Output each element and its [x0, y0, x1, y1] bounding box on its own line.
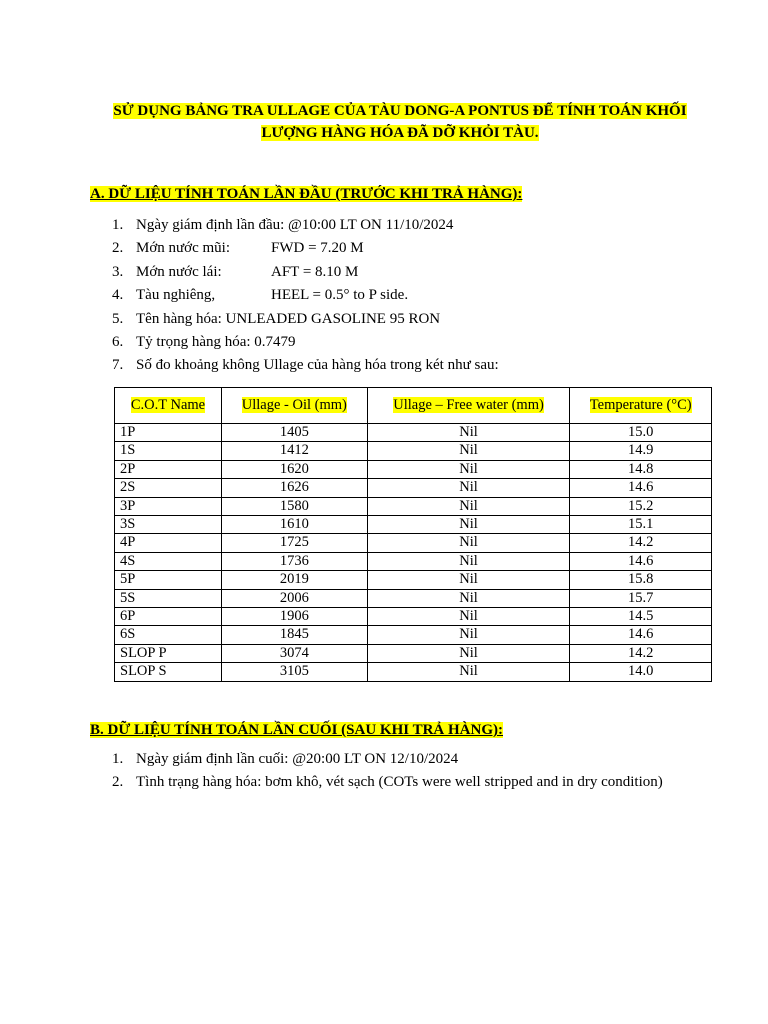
- temperature-cell: 15.8: [570, 571, 712, 589]
- list-value: AFT = 8.10 M: [271, 263, 359, 280]
- list-value: FWD = 7.20 M: [271, 240, 364, 257]
- free-water-cell: Nil: [367, 516, 570, 534]
- list-number: 2.: [112, 774, 124, 791]
- list-item: [90, 331, 499, 354]
- list-number: 5.: [112, 310, 124, 327]
- free-water-cell: Nil: [367, 626, 570, 644]
- list-text: Tên hàng hóa: UNLEADED GASOLINE 95 RON: [136, 310, 441, 327]
- temperature-cell: 15.0: [570, 424, 712, 442]
- ullage-oil-cell: 1736: [221, 552, 367, 570]
- list-number: 1.: [112, 751, 124, 767]
- list-value: HEEL = 0.5° to P side.: [271, 287, 409, 304]
- table-row: [115, 663, 712, 681]
- table-row: [115, 626, 712, 644]
- table-header-row: [115, 388, 712, 424]
- free-water-cell: Nil: [367, 663, 570, 681]
- ullage-oil-cell: 3105: [221, 663, 367, 681]
- free-water-cell: Nil: [367, 644, 570, 662]
- free-water-cell: Nil: [367, 552, 570, 570]
- temperature-cell: 15.1: [570, 516, 712, 534]
- header-ullage-oil: Ullage - Oil (mm): [221, 388, 367, 424]
- list-number: 1.: [112, 217, 124, 233]
- table-row: [115, 442, 712, 460]
- free-water-cell: Nil: [367, 442, 570, 460]
- cot-name-cell: 6S: [115, 626, 222, 644]
- header-cot-name: C.O.T Name: [115, 388, 222, 424]
- document-title: [90, 100, 710, 144]
- cot-name-cell: 5S: [115, 589, 222, 607]
- ullage-oil-cell: 1725: [221, 534, 367, 552]
- list-item: [90, 284, 499, 307]
- cot-name-cell: 6P: [115, 608, 222, 626]
- list-text: Ngày giám định lần đầu: @10:00 LT ON 11/10/2024: [136, 217, 454, 233]
- table-row: [115, 460, 712, 478]
- cot-name-cell: 4P: [115, 534, 222, 552]
- cot-name-cell: 2S: [115, 479, 222, 497]
- list-item: [90, 748, 663, 771]
- ullage-table: [114, 387, 712, 682]
- table-row: [115, 552, 712, 570]
- list-item: [90, 354, 499, 377]
- section-b-heading-text: B. DỮ LIỆU TÍNH TOÁN LẦN CUỐI (SAU KHI TRẢ HÀNG):: [90, 722, 503, 738]
- header-ullage-free-water: Ullage – Free water (mm): [367, 388, 570, 424]
- list-text: Tỷ trọng hàng hóa: 0.7479: [136, 333, 296, 350]
- title-text: SỬ DỤNG BẢNG TRA ULLAGE CỦA TÀU DONG-A PONTUS ĐỂ TÍNH TOÁN KHỐI LƯỢNG HÀNG HÓA ĐÃ DỠ KHỎI TÀU.: [113, 103, 687, 141]
- ullage-oil-cell: 1580: [221, 497, 367, 515]
- cot-name-cell: 4S: [115, 552, 222, 570]
- cot-name-cell: 1P: [115, 424, 222, 442]
- list-number: 2.: [112, 240, 124, 257]
- temperature-cell: 15.7: [570, 589, 712, 607]
- table-row: [115, 608, 712, 626]
- cot-name-cell: SLOP S: [115, 663, 222, 681]
- table-row: [115, 424, 712, 442]
- ullage-oil-cell: 1405: [221, 424, 367, 442]
- section-b-heading: [90, 722, 503, 739]
- cot-name-cell: 1S: [115, 442, 222, 460]
- list-item: [90, 771, 663, 794]
- temperature-cell: 14.0: [570, 663, 712, 681]
- list-item: [90, 308, 499, 331]
- list-number: 3.: [112, 263, 124, 280]
- list-text: Ngày giám định lần cuối: @20:00 LT ON 12/10/2024: [136, 751, 459, 767]
- list-number: 6.: [112, 333, 124, 350]
- ullage-oil-cell: 1845: [221, 626, 367, 644]
- ullage-oil-cell: 2006: [221, 589, 367, 607]
- free-water-cell: Nil: [367, 497, 570, 515]
- ullage-oil-cell: 2019: [221, 571, 367, 589]
- temperature-cell: 14.5: [570, 608, 712, 626]
- free-water-cell: Nil: [367, 608, 570, 626]
- list-item: [90, 214, 499, 237]
- free-water-cell: Nil: [367, 424, 570, 442]
- table-row: [115, 497, 712, 515]
- list-number: 4.: [112, 287, 124, 304]
- free-water-cell: Nil: [367, 534, 570, 552]
- table-row: [115, 571, 712, 589]
- header-temperature: Temperature (°C): [570, 388, 712, 424]
- list-item: [90, 261, 499, 284]
- section-b-list: [90, 748, 663, 795]
- list-item: [90, 237, 499, 260]
- table-row: [115, 589, 712, 607]
- list-text: Mớn nước lái:: [136, 263, 222, 280]
- ullage-oil-cell: 3074: [221, 644, 367, 662]
- cot-name-cell: 3P: [115, 497, 222, 515]
- cot-name-cell: 5P: [115, 571, 222, 589]
- table-row: [115, 479, 712, 497]
- list-text: Tàu nghiêng,: [136, 287, 216, 304]
- section-a-heading-text: A. DỮ LIỆU TÍNH TOÁN LẦN ĐẦU (TRƯỚC KHI TRẢ HÀNG):: [90, 186, 523, 202]
- temperature-cell: 14.6: [570, 552, 712, 570]
- ullage-oil-cell: 1906: [221, 608, 367, 626]
- table-row: [115, 534, 712, 552]
- free-water-cell: Nil: [367, 571, 570, 589]
- ullage-oil-cell: 1610: [221, 516, 367, 534]
- temperature-cell: 14.2: [570, 644, 712, 662]
- temperature-cell: 14.6: [570, 626, 712, 644]
- list-text: Số đo khoảng không Ullage của hàng hóa trong két như sau:: [136, 357, 499, 374]
- section-a-list: [90, 214, 499, 378]
- list-text: Tình trạng hàng hóa: bơm khô, vét sạch (COTs were well stripped and in dry condition): [136, 774, 663, 791]
- cot-name-cell: 3S: [115, 516, 222, 534]
- temperature-cell: 14.8: [570, 460, 712, 478]
- free-water-cell: Nil: [367, 589, 570, 607]
- cot-name-cell: 2P: [115, 460, 222, 478]
- table-row: [115, 516, 712, 534]
- cot-name-cell: SLOP P: [115, 644, 222, 662]
- temperature-cell: 14.6: [570, 479, 712, 497]
- ullage-oil-cell: 1412: [221, 442, 367, 460]
- ullage-oil-cell: 1626: [221, 479, 367, 497]
- free-water-cell: Nil: [367, 479, 570, 497]
- temperature-cell: 14.2: [570, 534, 712, 552]
- temperature-cell: 14.9: [570, 442, 712, 460]
- ullage-oil-cell: 1620: [221, 460, 367, 478]
- list-text: Mớn nước mũi:: [136, 240, 230, 257]
- free-water-cell: Nil: [367, 460, 570, 478]
- table-body: [115, 424, 712, 682]
- temperature-cell: 15.2: [570, 497, 712, 515]
- section-a-heading: [90, 186, 522, 203]
- list-number: 7.: [112, 357, 124, 374]
- table-row: [115, 644, 712, 662]
